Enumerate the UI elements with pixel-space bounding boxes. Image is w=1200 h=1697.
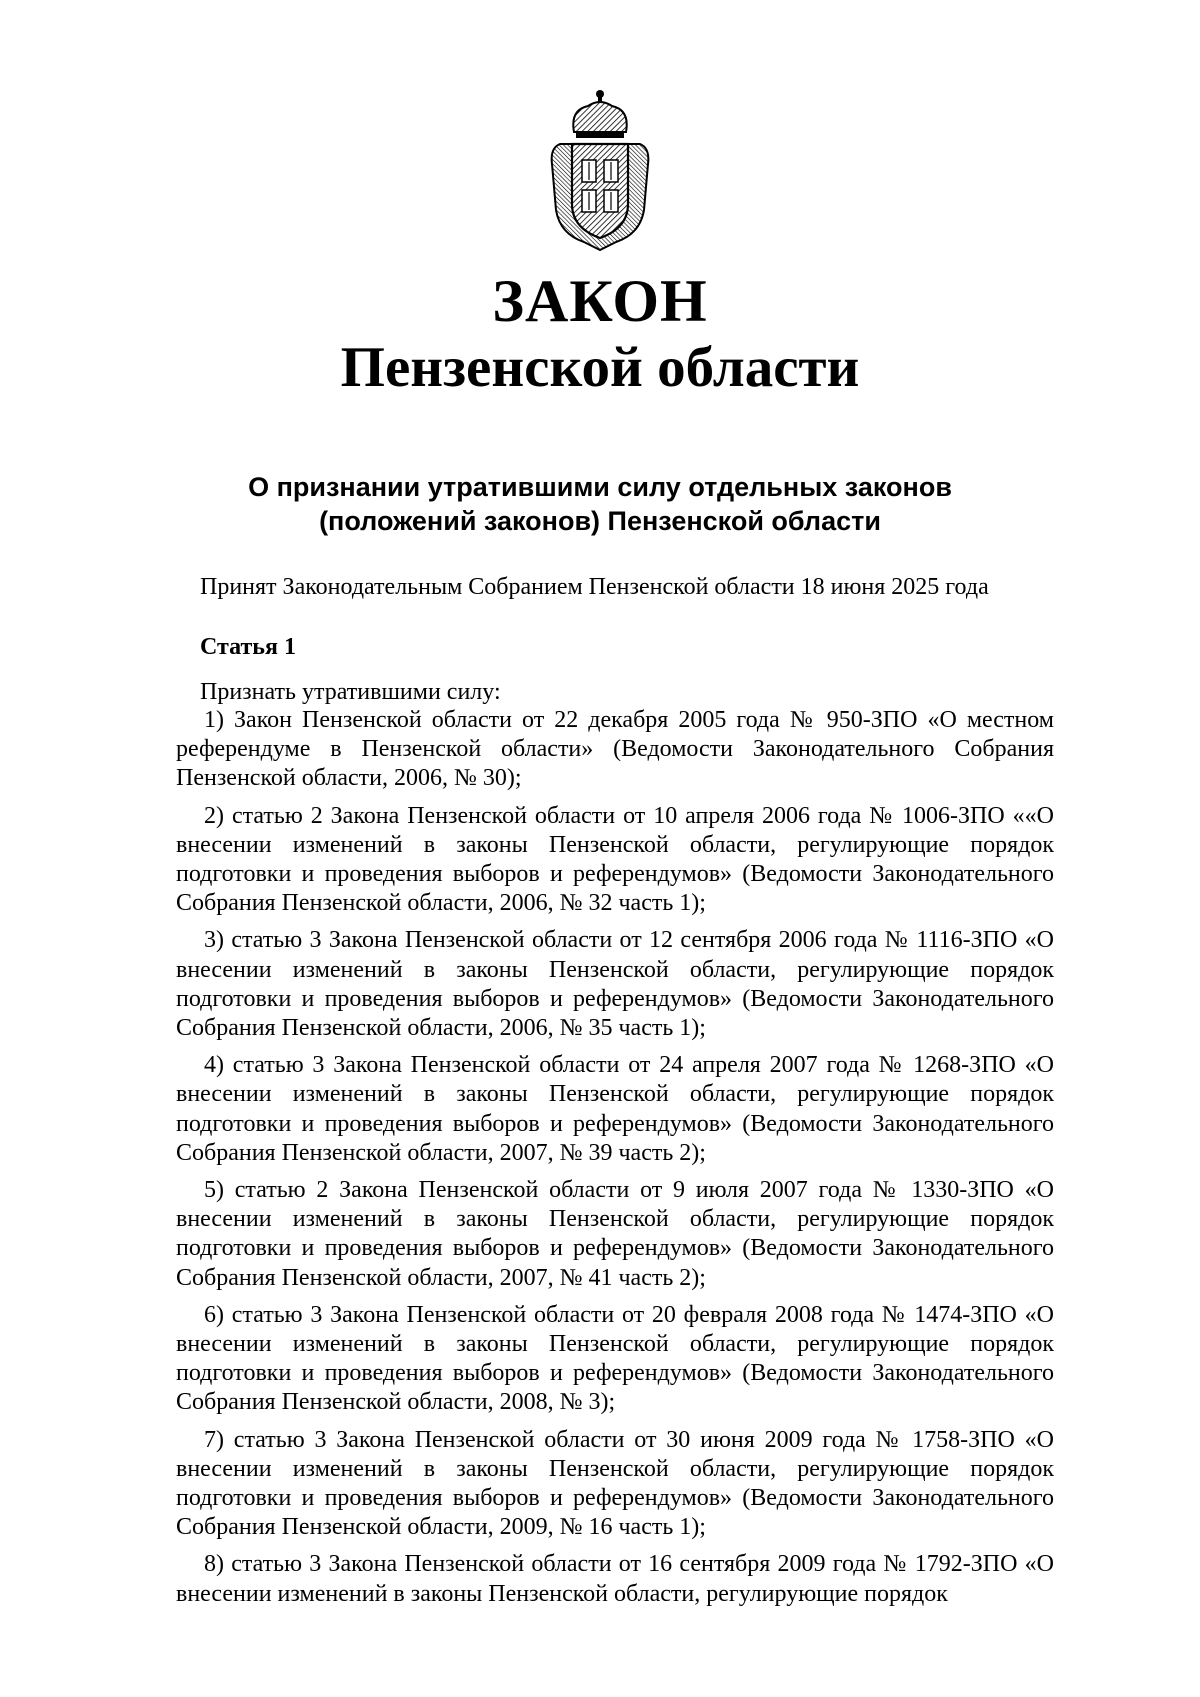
- law-region: Пензенской области: [340, 336, 860, 399]
- list-item: 2) статью 2 Закона Пензенской области от 10 апреля 2006 года № 1006-ЗПО ««О внесении изменений в законы Пензенской области, регулирующие порядок подготовки и проведения выборов и референдумов» (Ведомости Законодательного Собрания Пензенской области, 2006, № 32 часть 1);: [176, 802, 1054, 917]
- law-title: ЗАКОН: [492, 268, 708, 334]
- coat-of-arms-icon: [540, 88, 660, 254]
- article-intro: Признать утратившими силу:: [200, 679, 501, 705]
- repealed-list: [176, 706, 1054, 1617]
- list-item: 8) статью 3 Закона Пензенской области от 16 сентября 2009 года № 1792-ЗПО «О внесении изменений в законы Пензенской области, регулирующие порядок: [176, 1551, 1054, 1607]
- law-subject-line-1: О признании утратившими силу отдельных законов: [248, 472, 952, 502]
- list-item: 1) Закон Пензенской области от 22 декабря 2005 года № 950-ЗПО «О местном референдуме в Пензенской области» (Ведомости Законодательного Собрания Пензенской области, 2006, № 30);: [176, 707, 1054, 792]
- list-item: 6) статью 3 Закона Пензенской области от 20 февраля 2008 года № 1474-ЗПО «О внесении изменений в законы Пензенской области, регулирующие порядок подготовки и проведения выборов и референдумов» (Ведомости Законодательного Собрания Пензенской области, 2008, № 3);: [176, 1301, 1054, 1416]
- law-subject: [150, 470, 1050, 538]
- law-subject-line-2: (положений законов) Пензенской области: [319, 506, 881, 536]
- list-item: 7) статью 3 Закона Пензенской области от 30 июня 2009 года № 1758-ЗПО «О внесении изменений в законы Пензенской области, регулирующие порядок подготовки и проведения выборов и референдумов» (Ведомости Законодательного Собрания Пензенской области, 2009, № 16 часть 1);: [176, 1426, 1054, 1541]
- list-item: 5) статью 2 Закона Пензенской области от 9 июля 2007 года № 1330-ЗПО «О внесении изменений в законы Пензенской области, регулирующие порядок подготовки и проведения выборов и референдумов» (Ведомости Законодательного Собрания Пензенской области, 2007, № 41 часть 2);: [176, 1177, 1054, 1291]
- article-heading: Статья 1: [200, 634, 296, 660]
- list-item: 3) статью 3 Закона Пензенской области от 12 сентября 2006 года № 1116-ЗПО «О внесении изменений в законы Пензенской области, регулирующие порядок подготовки и проведения выборов и референдумов» (Ведомости Законодательного Собрания Пензенской области, 2006, № 35 часть 1);: [176, 927, 1054, 1042]
- list-item: 4) статью 3 Закона Пензенской области от 24 апреля 2007 года № 1268-ЗПО «О внесении изменений в законы Пензенской области, регулирующие порядок подготовки и проведения выборов и референдумов» (Ведомости Законодательного Собрания Пензенской области, 2007, № 39 часть 2);: [176, 1052, 1054, 1166]
- adoption-note: Принят Законодательным Собранием Пензенской области 18 июня 2025 года: [200, 574, 989, 600]
